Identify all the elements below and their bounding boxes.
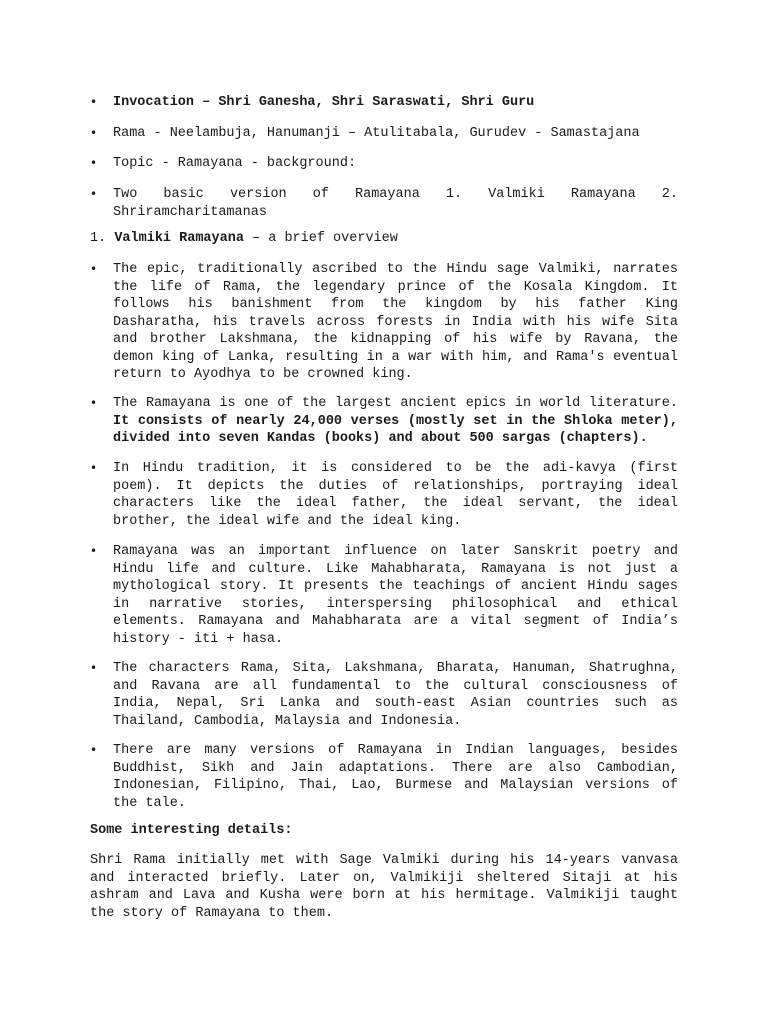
- bullet-invocation: [90, 94, 678, 112]
- bullet-text: [113, 186, 678, 221]
- section-title: Valmiki Ramayana: [114, 231, 244, 246]
- bullet-text-normal: The Ramayana is one of the largest ancient epics in world literature.: [113, 396, 678, 411]
- bullet-characters: [90, 660, 678, 730]
- bullet-text: Topic - Ramayana - background:: [113, 156, 357, 171]
- bullet-text: Invocation – Shri Ganesha, Shri Saraswati, Shri Guru: [113, 95, 535, 110]
- bullet-epic: [90, 261, 678, 384]
- bullet-text: There are many versions of Ramayana in Indian languages, besides Buddhist, Sikh and Jain adaptations. There are also Cambodian, Indonesian, Filipino, Thai, Lao, Burmese and Malaysian versions of the tale.: [113, 743, 678, 811]
- bullet-text-line: Shriramcharitamanas: [113, 204, 267, 220]
- section-subtitle: – a brief overview: [243, 231, 398, 246]
- bullet-text: Ramayana was an important influence on later Sanskrit poetry and Hindu life and culture. Like Mahabharata, Ramayana is not just a mythological story. It presents the teachings of ancient Hindu sages in narrative stories, interspersing philosophical and ethical elements. Ramayana and Mahabharata are a vital segment of India’s history - iti + hasa.: [113, 544, 678, 647]
- bullet-dot: •: [90, 126, 98, 140]
- bullet-dot: •: [90, 661, 98, 675]
- bullet-text: In Hindu tradition, it is considered to be the adi-kavya (first poem). It depicts the duties of relationships, portraying ideal characters like the ideal father, the ideal servant, the ideal brother, the ideal wife and the ideal king.: [113, 461, 678, 529]
- bullet-dot: •: [90, 743, 98, 757]
- section-heading: [90, 230, 678, 248]
- bullet-dot: •: [90, 156, 98, 170]
- bullet-text: Rama - Neelambuja, Hanumanji – Atulitabala, Gurudev - Samastajana: [113, 126, 640, 141]
- bullet-adi-kavya: [90, 460, 678, 530]
- bullet-dot: •: [90, 461, 98, 475]
- bullet-text: [113, 395, 678, 448]
- bullet-influence: [90, 543, 678, 648]
- bullet-rama: [90, 125, 678, 143]
- bullet-text: The epic, traditionally ascribed to the Hindu sage Valmiki, narrates the life of Rama, the legendary prince of the Kosala Kingdom. It follows his banishment from the kingdom by his father King Dasharatha, his travels across forests in India with his wife Sita and brother Lakshmana, the kidnapping of his wife by Ravana, the demon king of Lanka, resulting in a war with him, and Rama's eventual return to Ayodhya to be crowned king.: [113, 262, 678, 382]
- bullet-dot: •: [90, 187, 98, 201]
- bullet-dot: •: [90, 544, 98, 558]
- section-number: 1.: [90, 231, 107, 246]
- bullet-text-line: Two basic version of Ramayana 1. Valmiki Ramayana 2.: [113, 187, 678, 202]
- bullet-text: The characters Rama, Sita, Lakshmana, Bharata, Hanuman, Shatrughna, and Ravana are all fundamental to the cultural consciousness of India, Nepal, Sri Lanka and south-east Asian countries such as Thailand, Cambodia, Malaysia and Indonesia.: [113, 661, 678, 729]
- bullet-topic: [90, 155, 678, 173]
- bullet-largest-epic: [90, 395, 678, 448]
- bullet-versions-languages: [90, 742, 678, 812]
- bullet-dot: •: [90, 95, 98, 109]
- bullet-versions: [90, 186, 678, 221]
- details-heading: Some interesting details:: [90, 823, 293, 838]
- details-paragraph: Shri Rama initially met with Sage Valmiki during his 14-years vanvasa and interacted briefly. Later on, Valmikiji sheltered Sitaji at his ashram and Lava and Kusha were born at his hermitage. Valmikiji taught the story of Ramayana to them.: [90, 853, 678, 921]
- bullet-dot: •: [90, 262, 98, 276]
- bullet-dot: •: [90, 396, 98, 410]
- bullet-text-bold: It consists of nearly 24,000 verses (mostly set in the Shloka meter), divided into seven Kandas (books) and about 500 sargas (chapters).: [113, 413, 678, 446]
